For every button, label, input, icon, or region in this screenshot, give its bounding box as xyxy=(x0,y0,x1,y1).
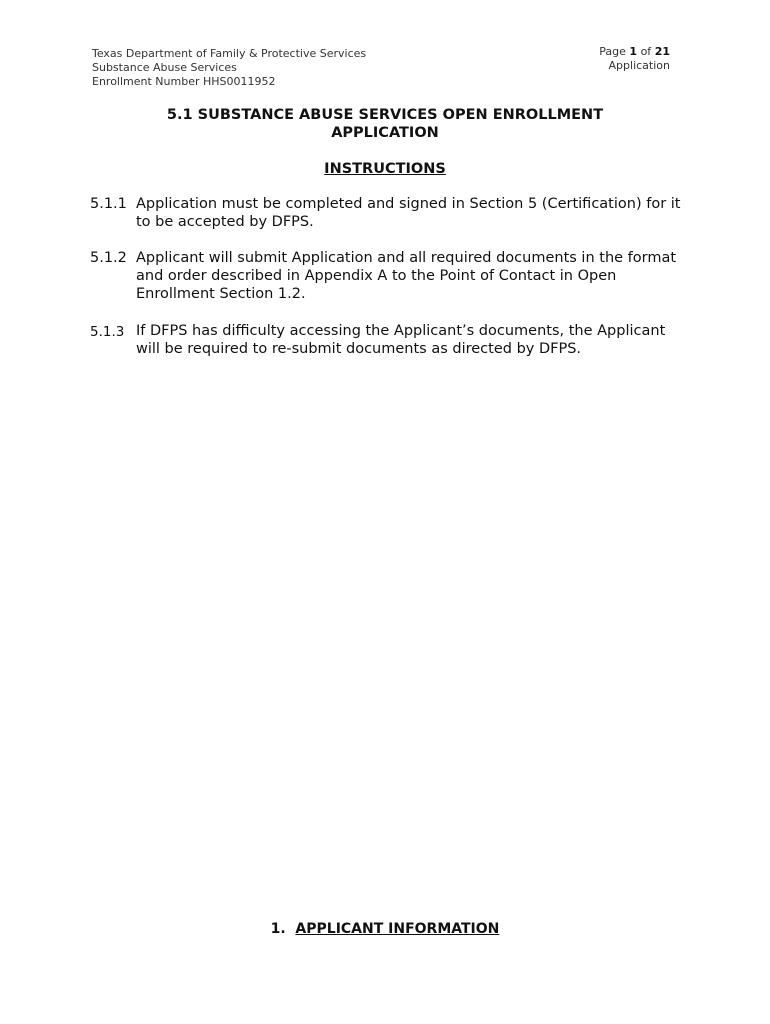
document-title xyxy=(92,106,678,142)
instruction-item xyxy=(90,195,690,231)
instruction-item xyxy=(90,249,690,303)
page-word: Page xyxy=(599,45,626,58)
page-current: 1 xyxy=(629,45,638,58)
section-number: 1. xyxy=(270,921,286,937)
instructions-heading: INSTRUCTIONS xyxy=(324,161,446,177)
page-counter xyxy=(599,45,670,59)
instruction-number: 5.1.1 xyxy=(90,196,127,212)
instruction-text: Application must be completed and signed in Section 5 (Certification) for it to be accepted by DFPS. xyxy=(136,196,681,230)
header-organization: Texas Department of Family & Protective Services xyxy=(92,47,367,60)
page-total: 21 xyxy=(654,45,670,58)
instruction-number: 5.1.2 xyxy=(90,250,127,266)
header-program: Substance Abuse Services xyxy=(92,61,237,74)
document-title-line2: APPLICATION xyxy=(331,125,439,141)
instruction-text: Applicant will submit Application and all required documents in the format and order described in Appendix A to the Point of Contact in Open Enrollment Section 1.2. xyxy=(136,250,677,302)
page-of: of xyxy=(640,45,652,58)
section-heading-applicant-information xyxy=(92,921,678,937)
instruction-text: If DFPS has difficulty accessing the Applicant’s documents, the Applicant will be required to re-submit documents as directed by DFPS. xyxy=(136,323,666,357)
document-title-line1: 5.1 SUBSTANCE ABUSE SERVICES OPEN ENROLLMENT xyxy=(166,107,604,123)
section-title: APPLICANT INFORMATION xyxy=(295,921,500,937)
page-header-right xyxy=(599,45,670,73)
instruction-item xyxy=(90,322,690,358)
header-section-name: Application xyxy=(608,59,670,72)
header-enrollment-number: Enrollment Number HHS0011952 xyxy=(92,75,276,88)
page-header-left xyxy=(92,47,366,89)
instruction-number: 5.1.3 xyxy=(90,324,125,340)
